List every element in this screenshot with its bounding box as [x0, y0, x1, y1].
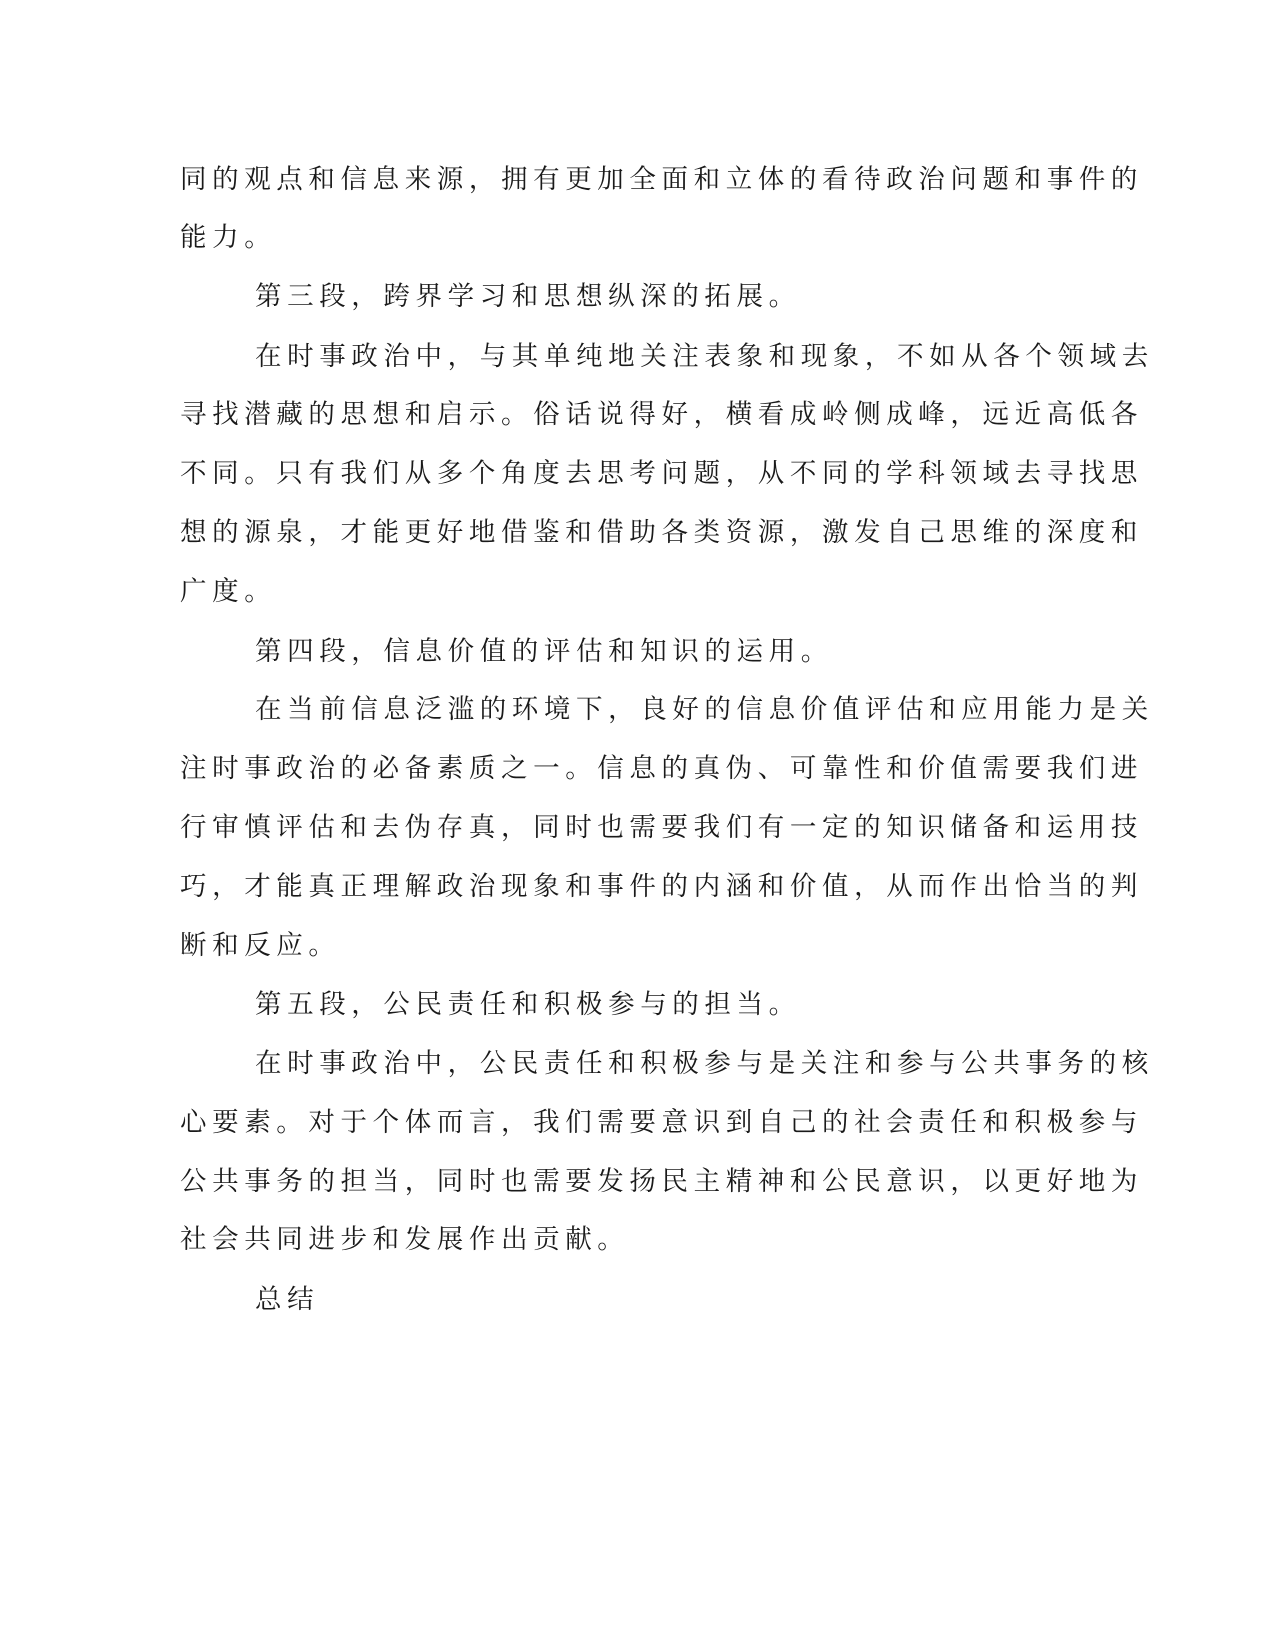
- text-line: 广度。: [180, 576, 277, 607]
- text-line: 想的源泉，才能更好地借鉴和借助各类资源，激发自己思维的深度和: [180, 517, 1143, 548]
- text-line: 寻找潜藏的思想和启示。俗话说得好，横看成岭侧成峰，远近高低各: [180, 399, 1143, 430]
- section-heading: 第五段，公民责任和积极参与的担当。: [255, 989, 801, 1020]
- text-line: 在时事政治中，公民责任和积极参与是关注和参与公共事务的核: [255, 1048, 1154, 1079]
- text-line: 在时事政治中，与其单纯地关注表象和现象，不如从各个领域去: [255, 341, 1154, 372]
- text-line: 行审慎评估和去伪存真，同时也需要我们有一定的知识储备和运用技: [180, 812, 1143, 843]
- text-line: 同的观点和信息来源，拥有更加全面和立体的看待政治问题和事件的: [180, 164, 1143, 195]
- text-line: 社会共同进步和发展作出贡献。: [180, 1224, 630, 1255]
- section-heading: 第三段，跨界学习和思想纵深的拓展。: [255, 281, 801, 312]
- text-line: 公共事务的担当，同时也需要发扬民主精神和公民意识，以更好地为: [180, 1166, 1143, 1197]
- text-line: 能力。: [180, 222, 277, 253]
- text-line: 巧，才能真正理解政治现象和事件的内涵和价值，从而作出恰当的判: [180, 871, 1143, 902]
- section-heading: 总结: [255, 1284, 320, 1315]
- section-heading: 第四段，信息价值的评估和知识的运用。: [255, 636, 833, 667]
- text-line: 断和反应。: [180, 930, 341, 961]
- text-line: 在当前信息泛滥的环境下，良好的信息价值评估和应用能力是关: [255, 694, 1154, 725]
- text-line: 不同。只有我们从多个角度去思考问题，从不同的学科领域去寻找思: [180, 458, 1143, 489]
- text-line: 心要素。对于个体而言，我们需要意识到自己的社会责任和积极参与: [180, 1107, 1143, 1138]
- text-line: 注时事政治的必备素质之一。信息的真伪、可靠性和价值需要我们进: [180, 753, 1143, 784]
